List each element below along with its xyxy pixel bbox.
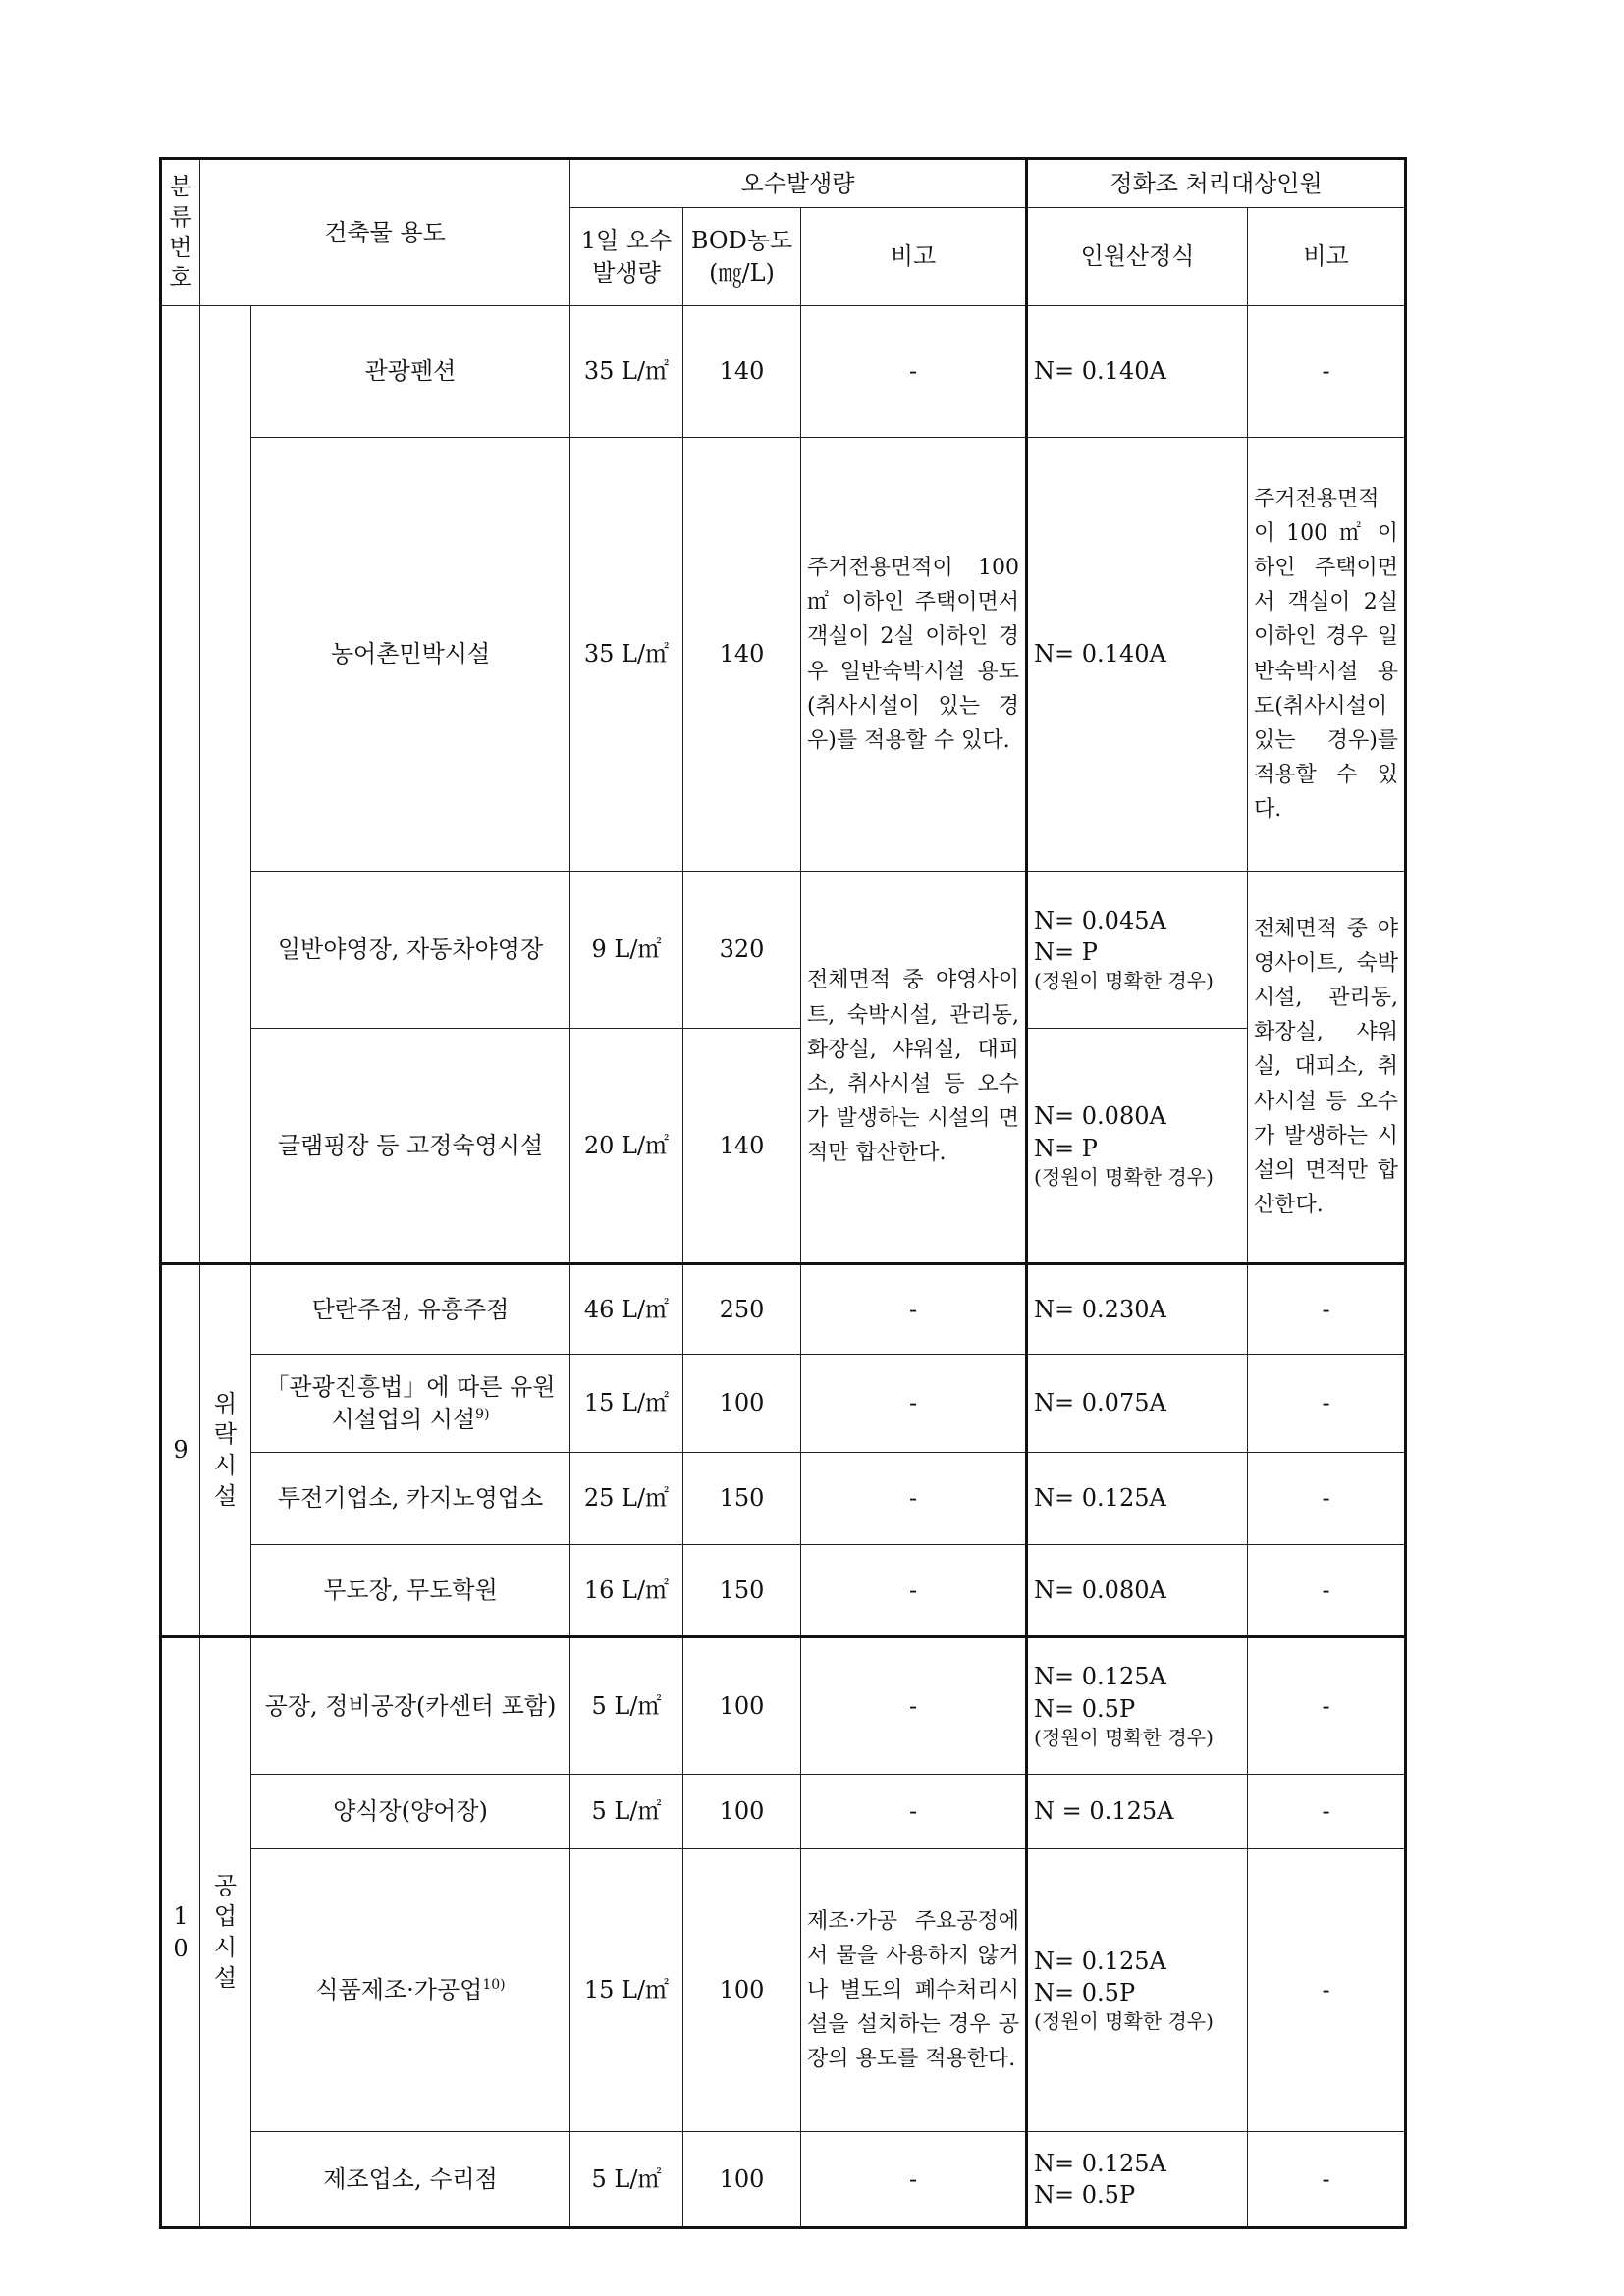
note2: - [1248,306,1406,438]
note1: - [801,1545,1027,1637]
bod-value: 100 [683,2132,801,2228]
bod-value: 150 [683,1453,801,1545]
note1: 주거전용면적이 100㎡ 이하인 주택이면서 객실이 2실 이하인 경우 일반숙박시설 용도(취사시설이 있는 경우)를 적용할 수 있다. [801,438,1027,872]
bod-value: 140 [683,306,801,438]
building-use: 공장, 정비공장(카센터 포함) [251,1637,570,1775]
table-row [161,1545,1406,1637]
note1: - [801,2132,1027,2228]
building-use: 농어촌민박시설 [251,438,570,872]
footnote-mark: 10) [482,1977,506,1994]
table-row [161,1849,1406,2132]
bod-value: 140 [683,438,801,872]
building-use: 투전기업소, 카지노영업소 [251,1453,570,1545]
bod-value: 150 [683,1545,801,1637]
formula: N= 0.125A N= 0.5P [1027,2132,1248,2228]
class-no-empty [161,306,200,1264]
bod-value: 100 [683,1849,801,2132]
header-daily-sewage: 1일 오수 발생량 [570,208,683,306]
daily-sewage: 9 L/㎡ [570,872,683,1029]
daily-sewage: 20 L/㎡ [570,1029,683,1264]
note1: 전체면적 중 야영사이트, 숙박시설, 관리동, 화장실, 샤워실, 대피소, 취사시설 등 오수가 발생하는 시설의 면적만 합산한다. [801,872,1027,1264]
formula: N= 0.045A N= P (정원이 명확한 경우) [1027,872,1248,1029]
note2: - [1248,1637,1406,1775]
note2: 전체면적 중 야영사이트, 숙박시설, 관리동, 화장실, 샤워실, 대피소, 취사시설 등 오수가 발생하는 시설의 면적만 합산한다. [1248,872,1406,1264]
bod-value: 250 [683,1264,801,1355]
table-row [161,1029,1406,1264]
formula: N= 0.140A [1027,438,1248,872]
note1: - [801,1775,1027,1849]
note1: 제조·가공 주요공정에서 물을 사용하지 않거나 별도의 폐수처리시설을 설치하는 경우 공장의 용도를 적용한다. [801,1849,1027,2132]
header-class-no: 분류번호 [161,159,200,306]
note2: - [1248,1849,1406,2132]
table-row [161,306,1406,438]
bod-value: 100 [683,1637,801,1775]
sewage-calculation-table [159,157,1407,2229]
daily-sewage: 46 L/㎡ [570,1264,683,1355]
class-no: 10 [161,1637,200,2228]
formula: N = 0.125A [1027,1775,1248,1849]
building-use: 단란주점, 유흥주점 [251,1264,570,1355]
note1: - [801,306,1027,438]
bod-value: 100 [683,1775,801,1849]
formula: N= 0.125A [1027,1453,1248,1545]
building-use: 글램핑장 등 고정숙영시설 [251,1029,570,1264]
category: 공업시설 [200,1637,251,2228]
header-building-use: 건축물 용도 [200,159,570,306]
table-row [161,2132,1406,2228]
formula: N= 0.230A [1027,1264,1248,1355]
note1: - [801,1264,1027,1355]
header-formula: 인원산정식 [1027,208,1248,306]
building-use: 양식장(양어장) [251,1775,570,1849]
table-row [161,1637,1406,1775]
formula: N= 0.140A [1027,306,1248,438]
formula: N= 0.080A N= P (정원이 명확한 경우) [1027,1029,1248,1264]
header-note1: 비고 [801,208,1027,306]
header-bod: BOD농도 (㎎/L) [683,208,801,306]
daily-sewage: 16 L/㎡ [570,1545,683,1637]
header-note2: 비고 [1248,208,1406,306]
daily-sewage: 5 L/㎡ [570,1637,683,1775]
note2: - [1248,1775,1406,1849]
header-sewage-group: 오수발생량 [570,159,1027,208]
table-row [161,872,1406,1029]
daily-sewage: 5 L/㎡ [570,1775,683,1849]
note2: - [1248,1355,1406,1453]
daily-sewage: 15 L/㎡ [570,1355,683,1453]
building-use: 일반야영장, 자동차야영장 [251,872,570,1029]
note1: - [801,1453,1027,1545]
daily-sewage: 5 L/㎡ [570,2132,683,2228]
bod-value: 100 [683,1355,801,1453]
header-septic-group: 정화조 처리대상인원 [1027,159,1406,208]
formula: N= 0.075A [1027,1355,1248,1453]
formula: N= 0.080A [1027,1545,1248,1637]
note2: - [1248,1264,1406,1355]
note2: - [1248,1453,1406,1545]
class-no: 9 [161,1264,200,1637]
daily-sewage: 35 L/㎡ [570,306,683,438]
daily-sewage: 15 L/㎡ [570,1849,683,2132]
table-row [161,1355,1406,1453]
category-empty [200,306,251,1264]
table-row [161,1453,1406,1545]
note1: - [801,1637,1027,1775]
building-use: 관광펜션 [251,306,570,438]
building-use: 식품제조·가공업$^{10)}$ [251,1849,570,2132]
bod-value: 320 [683,872,801,1029]
table-row [161,1264,1406,1355]
daily-sewage: 25 L/㎡ [570,1453,683,1545]
building-use: 무도장, 무도학원 [251,1545,570,1637]
building-use: 제조업소, 수리점 [251,2132,570,2228]
note1: - [801,1355,1027,1453]
table-row [161,1775,1406,1849]
category: 위락시설 [200,1264,251,1637]
building-use: 「관광진흥법」에 따른 유원시설업의 시설$^{9)}$ [251,1355,570,1453]
formula: N= 0.125A N= 0.5P (정원이 명확한 경우) [1027,1849,1248,2132]
note2: - [1248,1545,1406,1637]
bod-value: 140 [683,1029,801,1264]
table-row [161,438,1406,872]
daily-sewage: 35 L/㎡ [570,438,683,872]
note2: - [1248,2132,1406,2228]
footnote-mark: 9) [475,1406,490,1422]
formula: N= 0.125A N= 0.5P (정원이 명확한 경우) [1027,1637,1248,1775]
note2: 주거전용면적이 100 ㎡ 이하인 주택이면서 객실이 2실 이하인 경우 일반숙박시설 용도(취사시설이 있는 경우)를 적용할 수 있다. [1248,438,1406,872]
